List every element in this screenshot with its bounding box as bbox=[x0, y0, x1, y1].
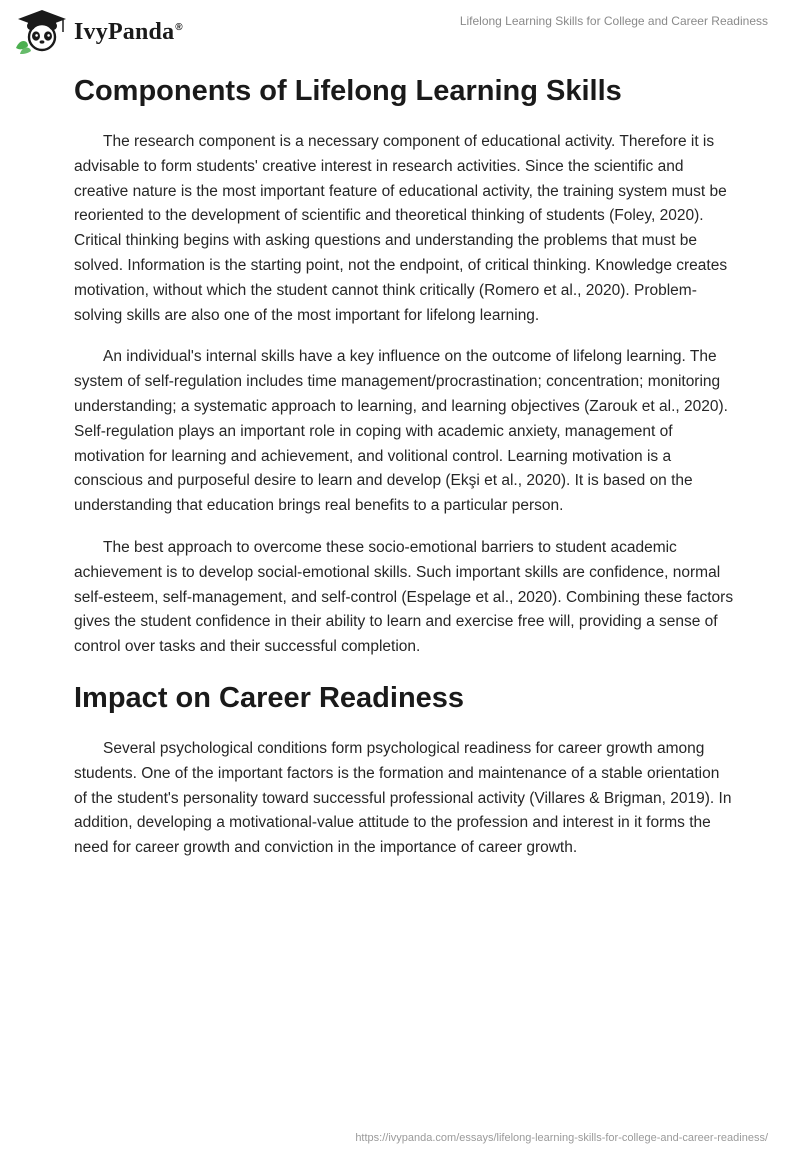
essay-body bbox=[74, 70, 734, 878]
panda-graduate-icon bbox=[14, 8, 70, 54]
paragraph: The best approach to overcome these socio-emotional barriers to student academic achievement is to develop social-emotional skills. Such important skills are confidence, normal self-esteem, self-management, and self-control (Espelage et al., 2020). Combining these factors gives the student confidence in their ability to learn and exercise free will, providing a sense of control over tasks and their successful completion. bbox=[74, 538, 734, 656]
section-heading: Components of Lifelong Learning Skills bbox=[74, 75, 622, 107]
source-url-link[interactable]: https://ivypanda.com/essays/lifelong-learning-skills-for-college-and-career-readiness/ bbox=[355, 1132, 768, 1144]
page-header bbox=[0, 0, 800, 60]
paragraph: The research component is a necessary component of educational activity. Therefore it is advisable to form students' creative interest in research activities. Since the scientific and creative nature is the most important feature of educational activity, the training system must be reoriented to the development of scientific and theoretical thinking of students (Foley, 2020). Critical thinking begins with asking questions and understanding the problems that must be solved. Information is the starting point, not the endpoint, of critical thinking. Knowledge creates motivation, without which the student cannot think critically (Romero et al., 2020). Problem-solving skills are also one of the most important for lifelong learning. bbox=[74, 133, 728, 324]
paragraph: An individual's internal skills have a key influence on the outcome of lifelong learning. The system of self-regulation includes time management/procrastination; concentration; monitoring understanding; a systematic approach to learning, and learning objectives (Zarouk et al., 2020). Self-regulation plays an important role in coping with academic anxiety, management of motivation for learning and achievement, and volitional control. Learning motivation is a conscious and purposeful desire to learn and develop (Ekşi et al., 2020). It is based on the understanding that education brings real benefits to a particular person. bbox=[74, 348, 728, 515]
brand-name: IvyPanda® bbox=[74, 18, 183, 45]
paragraph: Several psychological conditions form psychological readiness for career growth among students. One of the important factors is the formation and maintenance of a stable orientation of the student's personality toward successful professional activity (Villares & Brigman, 2019). In addition, developing a motivational-value attitude to the profession and interest in it forms the need for career growth and conviction in the importance of career growth. bbox=[74, 739, 732, 857]
running-title: Lifelong Learning Skills for College and Career Readiness bbox=[459, 14, 768, 28]
section-heading: Impact on Career Readiness bbox=[74, 681, 465, 714]
ivypanda-logo[interactable] bbox=[14, 8, 183, 54]
